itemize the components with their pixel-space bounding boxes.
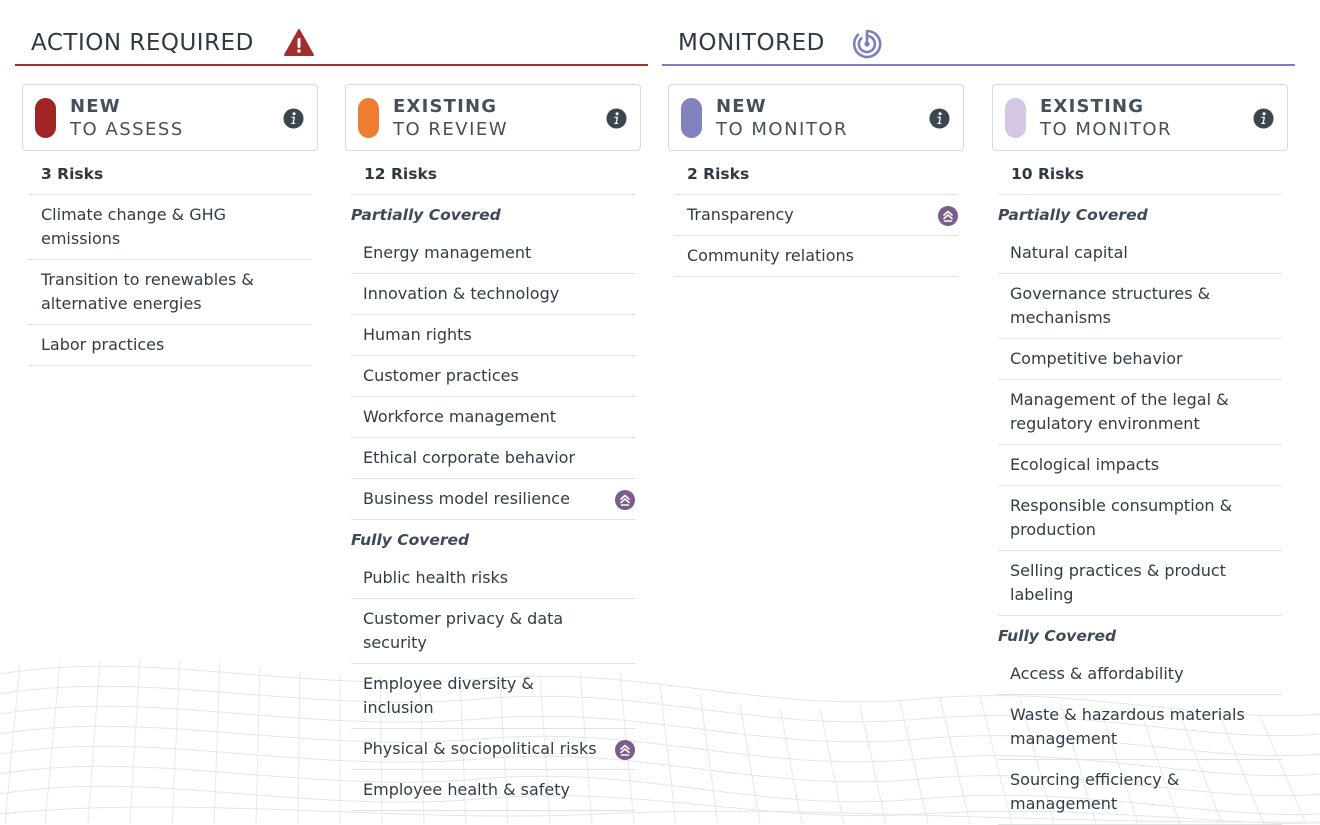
column-existing-to-review <box>345 84 641 811</box>
list-item[interactable] <box>674 195 958 236</box>
risk-count: 10 Risks <box>998 163 1282 195</box>
action-required-rule <box>15 64 648 66</box>
list-item[interactable]: Innovation & technology <box>351 274 635 315</box>
risk-list <box>28 163 312 366</box>
group-heading-fully-covered: Fully Covered <box>351 531 470 549</box>
list-item[interactable]: Sourcing efficiency & management <box>998 760 1282 825</box>
monitored-title: MONITORED <box>678 30 825 56</box>
action-required-title: ACTION REQUIRED <box>31 30 254 56</box>
risk-count: 3 Risks <box>28 163 312 195</box>
list-item[interactable]: Public health risks <box>351 558 635 599</box>
status-pill <box>35 98 56 138</box>
column-existing-to-monitor <box>992 84 1288 825</box>
group-heading-fully-covered: Fully Covered <box>998 627 1117 645</box>
list-item[interactable]: Community relations <box>674 236 958 277</box>
card-title: NEW <box>716 96 767 117</box>
risk-list <box>998 163 1282 825</box>
card-subtitle: TO ASSESS <box>70 119 184 140</box>
card-subtitle: TO MONITOR <box>716 119 849 140</box>
card-title: NEW <box>70 96 121 117</box>
info-icon[interactable] <box>606 108 627 129</box>
escalate-icon <box>615 740 635 760</box>
list-item[interactable]: Management of the legal & regulatory environment <box>998 380 1282 445</box>
list-item[interactable]: Competitive behavior <box>998 339 1282 380</box>
escalate-icon <box>938 206 958 226</box>
list-item[interactable]: Employee health & safety <box>351 770 635 811</box>
category-card-new-to-assess <box>22 84 318 151</box>
card-title: EXISTING <box>393 96 498 117</box>
category-card-new-to-monitor <box>668 84 964 151</box>
list-item[interactable]: Selling practices & product labeling <box>998 551 1282 616</box>
info-icon[interactable] <box>283 108 304 129</box>
list-item[interactable]: Energy management <box>351 233 635 274</box>
list-item[interactable]: Responsible consumption & production <box>998 486 1282 551</box>
escalate-icon <box>615 490 635 510</box>
monitored-rule <box>662 64 1295 66</box>
list-item[interactable]: Workforce management <box>351 397 635 438</box>
warning-icon <box>283 28 315 58</box>
list-item[interactable] <box>351 729 635 770</box>
list-item[interactable]: Natural capital <box>998 233 1282 274</box>
risk-count: 12 Risks <box>351 163 635 195</box>
list-item[interactable]: Customer practices <box>351 356 635 397</box>
action-required-header <box>15 22 648 66</box>
risk-list <box>674 163 958 277</box>
list-item[interactable]: Transition to renewables & alternative energies <box>28 260 312 325</box>
list-item[interactable]: Ethical corporate behavior <box>351 438 635 479</box>
risk-list <box>351 163 635 811</box>
list-item[interactable]: Access & affordability <box>998 654 1282 695</box>
list-item[interactable]: Employee diversity & inclusion <box>351 664 635 729</box>
list-item[interactable] <box>351 479 635 520</box>
category-card-existing-to-monitor <box>992 84 1288 151</box>
group-heading-partially-covered: Partially Covered <box>351 206 501 224</box>
list-item-label: Business model resilience <box>363 489 570 508</box>
list-item-label: Transparency <box>687 205 794 224</box>
info-icon[interactable] <box>929 108 950 129</box>
status-pill <box>358 98 379 138</box>
list-item[interactable]: Governance structures & mechanisms <box>998 274 1282 339</box>
card-subtitle: TO REVIEW <box>393 119 509 140</box>
info-icon[interactable] <box>1253 108 1274 129</box>
card-title: EXISTING <box>1040 96 1145 117</box>
list-item[interactable]: Waste & hazardous materials management <box>998 695 1282 760</box>
status-pill <box>681 98 702 138</box>
card-subtitle: TO MONITOR <box>1040 119 1173 140</box>
category-card-existing-to-review <box>345 84 641 151</box>
risk-count: 2 Risks <box>674 163 958 195</box>
group-heading-partially-covered: Partially Covered <box>998 206 1148 224</box>
monitored-header <box>662 22 1295 66</box>
list-item[interactable]: Ecological impacts <box>998 445 1282 486</box>
list-item[interactable]: Labor practices <box>28 325 312 366</box>
list-item[interactable]: Human rights <box>351 315 635 356</box>
column-new-to-assess <box>22 84 318 366</box>
list-item[interactable]: Customer privacy & data security <box>351 599 635 664</box>
status-pill <box>1005 98 1026 138</box>
list-item-label: Physical & sociopolitical risks <box>363 739 597 758</box>
list-item[interactable]: Climate change & GHG emissions <box>28 195 312 260</box>
radar-icon <box>851 28 883 60</box>
column-new-to-monitor <box>668 84 964 277</box>
